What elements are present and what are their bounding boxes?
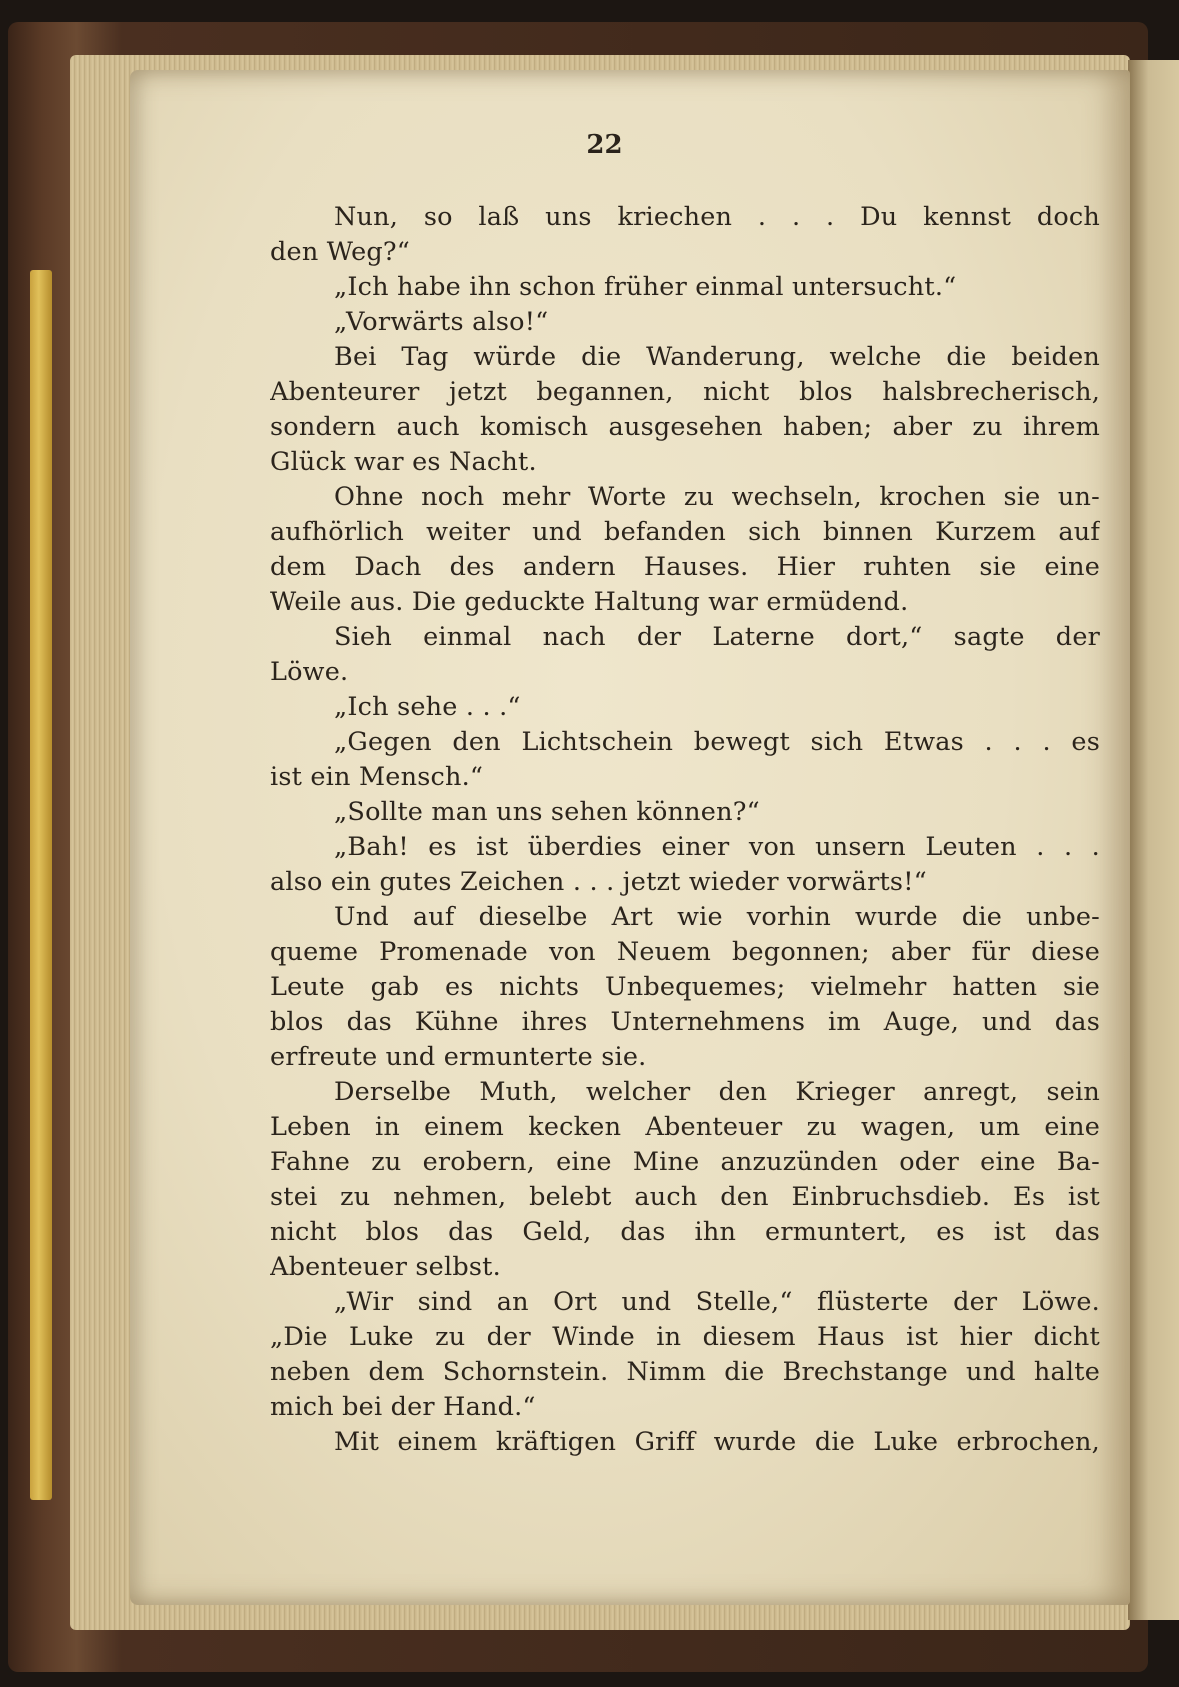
text-line: den Weg?“ (270, 237, 410, 267)
text-line: dem Dach des andern Hauses. Hier ruhten sie eine (270, 552, 1100, 582)
text-line: Weile aus. Die geduckte Haltung war ermüdend. (270, 587, 909, 617)
text-line: Abenteuer selbst. (270, 1252, 501, 1282)
body-text (270, 200, 1100, 1460)
text-line: Bei Tag würde die Wanderung, welche die beiden (334, 342, 1100, 372)
text-line: Glück war es Nacht. (270, 447, 537, 477)
text-line: mich bei der Hand.“ (270, 1392, 536, 1422)
text-line: neben dem Schornstein. Nimm die Brechstange und halte (270, 1357, 1100, 1387)
text-line: Ohne noch mehr Worte zu wechseln, krochen sie un- (334, 482, 1100, 512)
text-line: queme Promenade von Neuem begonnen; aber für diese (270, 937, 1100, 967)
text-line: „Ich sehe . . .“ (334, 692, 521, 722)
page-number: 22 (586, 130, 623, 160)
text-line: „Bah! es ist überdies einer von unsern Leuten . . . (334, 832, 1100, 862)
spine-strip (30, 270, 52, 1500)
text-line: blos das Kühne ihres Unternehmens im Auge, und das (270, 1007, 1100, 1037)
text-line: Mit einem kräftigen Griff wurde die Luke erbrochen, (334, 1427, 1100, 1457)
text-line: „Wir sind an Ort und Stelle,“ flüsterte der Löwe. (334, 1287, 1100, 1317)
text-line: Derselbe Muth, welcher den Krieger anregt, sein (334, 1077, 1100, 1107)
text-line: aufhörlich weiter und befanden sich binnen Kurzem auf (270, 517, 1100, 547)
text-line: Nun, so laß uns kriechen . . . Du kennst doch (334, 202, 1100, 232)
text-line: Sieh einmal nach der Laterne dort,“ sagte der (334, 622, 1100, 652)
text-line: Löwe. (270, 657, 349, 687)
text-line: „Ich habe ihn schon früher einmal untersucht.“ (334, 272, 957, 302)
text-line: sondern auch komisch ausgesehen haben; aber zu ihrem (270, 412, 1100, 442)
text-line: Leben in einem kecken Abenteuer zu wagen, um eine (270, 1112, 1100, 1142)
text-line: nicht blos das Geld, das ihn ermuntert, es ist das (270, 1217, 1100, 1247)
text-line: Und auf dieselbe Art wie vorhin wurde die unbe- (334, 902, 1100, 932)
text-line: Abenteurer jetzt begannen, nicht blos halsbrecherisch, (270, 377, 1100, 407)
text-line: „Sollte man uns sehen können?“ (334, 797, 760, 827)
text-line: ist ein Mensch.“ (270, 762, 484, 792)
text-line: „Vorwärts also!“ (334, 307, 549, 337)
text-line: „Die Luke zu der Winde in diesem Haus ist hier dicht (270, 1322, 1100, 1352)
facing-page-edge (1128, 60, 1179, 1620)
text-line: Leute gab es nichts Unbequemes; vielmehr hatten sie (270, 972, 1100, 1002)
text-line: stei zu nehmen, belebt auch den Einbruchsdieb. Es ist (270, 1182, 1100, 1212)
text-line: Fahne zu erobern, eine Mine anzuzünden oder eine Ba- (270, 1147, 1100, 1177)
text-line: also ein gutes Zeichen . . . jetzt wieder vorwärts!“ (270, 867, 927, 897)
text-line: „Gegen den Lichtschein bewegt sich Etwas . . . es (334, 727, 1100, 757)
text-line: erfreute und ermunterte sie. (270, 1042, 647, 1072)
